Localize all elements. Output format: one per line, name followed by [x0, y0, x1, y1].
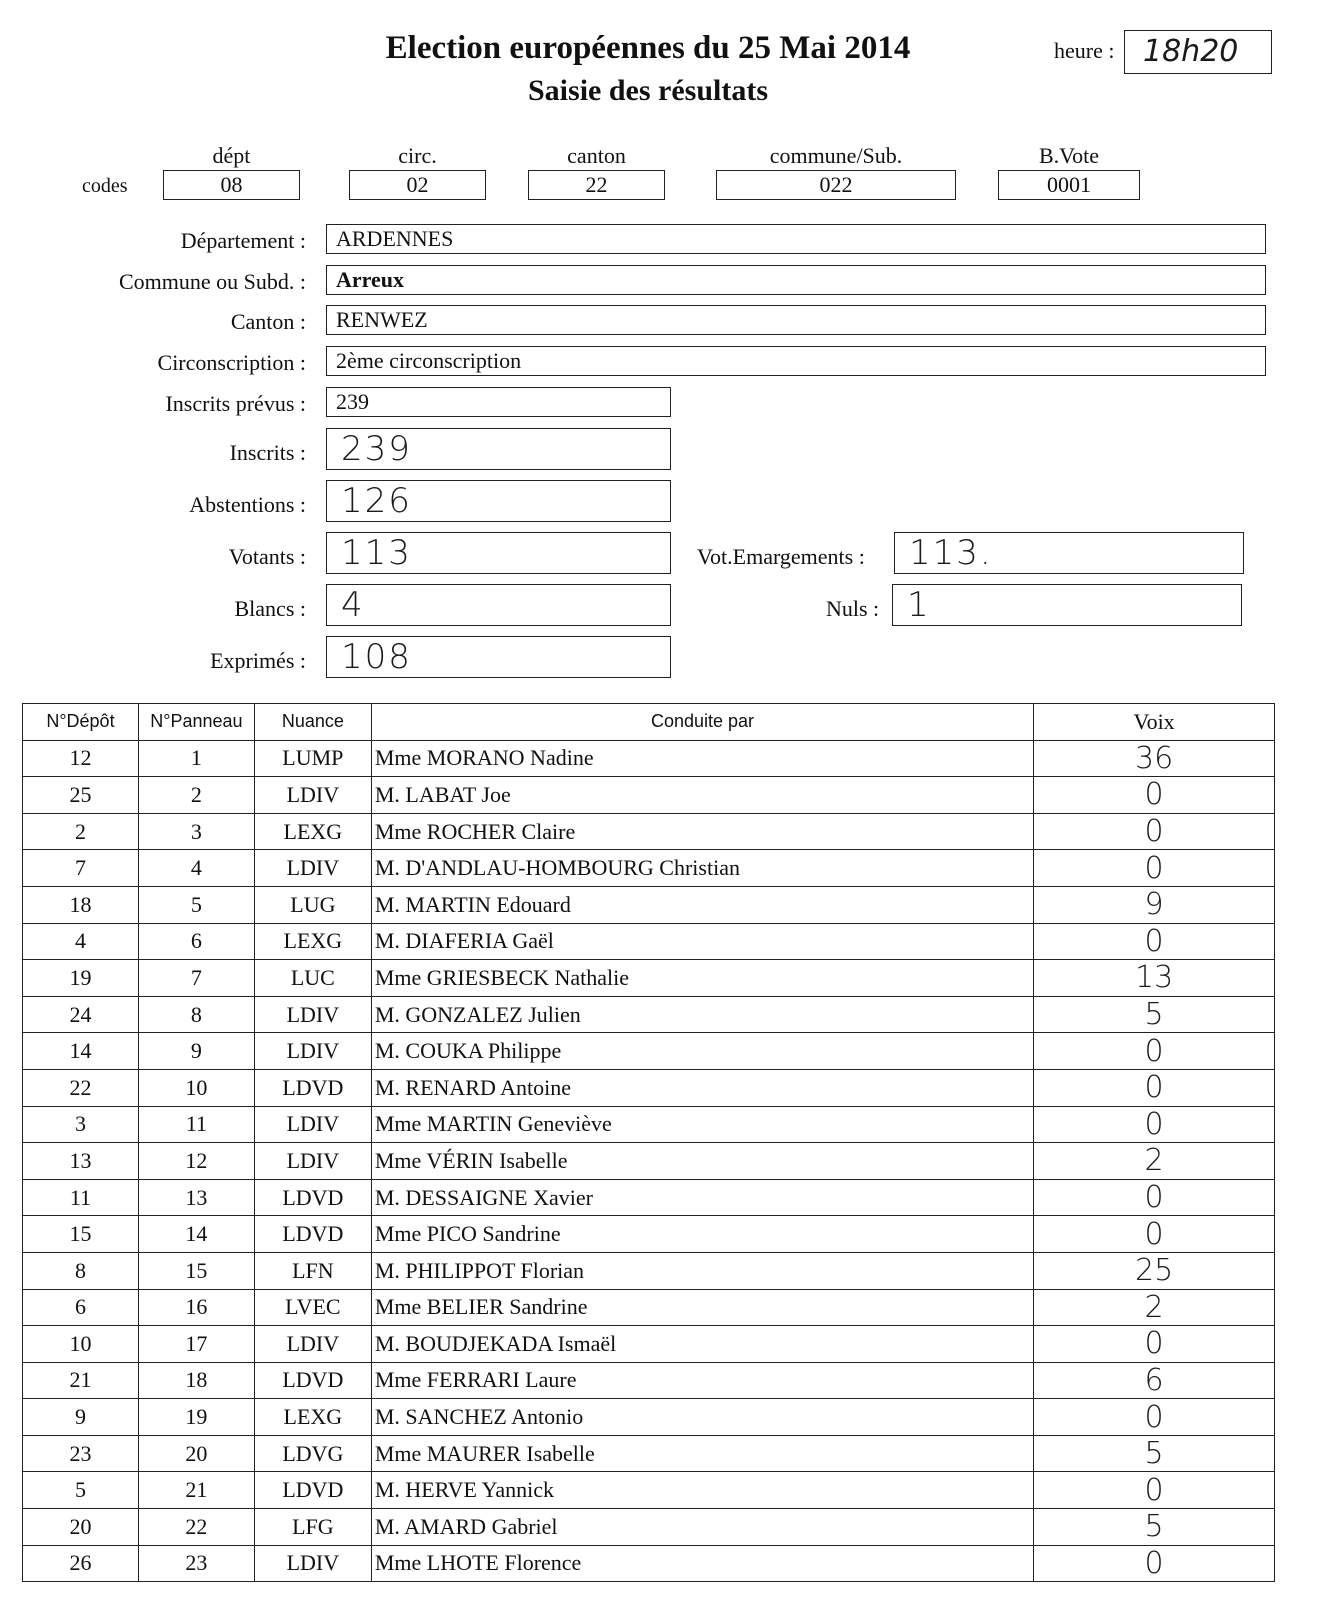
column-header-depot: N°Dépôt — [23, 704, 139, 741]
candidate-cell: M. PHILIPPOT Florian — [371, 1252, 1033, 1289]
nuance-cell: LUG — [254, 886, 371, 923]
depot-cell: 13 — [23, 1143, 139, 1180]
depot-cell: 26 — [23, 1545, 139, 1582]
commune-field[interactable]: Arreux — [326, 265, 1266, 295]
nuance-cell: LDIV — [254, 1143, 371, 1180]
depot-cell: 19 — [23, 960, 139, 997]
panneau-cell: 18 — [138, 1362, 254, 1399]
voix-cell[interactable]: 0 — [1034, 1326, 1275, 1363]
candidate-cell: Mme GRIESBECK Nathalie — [371, 960, 1033, 997]
candidate-cell: M. SANCHEZ Antonio — [371, 1399, 1033, 1436]
depot-cell: 24 — [23, 996, 139, 1033]
inscrits-field[interactable]: 239 — [326, 428, 671, 470]
voix-cell[interactable]: 0 — [1034, 1106, 1275, 1143]
blancs-field[interactable]: 4 — [326, 584, 671, 626]
panneau-cell: 9 — [138, 1033, 254, 1070]
voix-cell[interactable]: 36 — [1034, 740, 1275, 777]
column-header-nuance: Nuance — [254, 704, 371, 741]
panneau-cell: 20 — [138, 1435, 254, 1472]
voix-cell[interactable]: 0 — [1034, 1472, 1275, 1509]
table-row — [23, 850, 1275, 887]
panneau-cell: 4 — [138, 850, 254, 887]
table-row — [23, 1545, 1275, 1582]
nuance-cell: LEXG — [254, 923, 371, 960]
depot-cell: 25 — [23, 777, 139, 814]
panneau-cell: 21 — [138, 1472, 254, 1509]
depot-cell: 4 — [23, 923, 139, 960]
inscrits-prevus-field[interactable]: 239 — [326, 387, 671, 417]
nuance-cell: LDIV — [254, 1106, 371, 1143]
nuance-cell: LEXG — [254, 1399, 371, 1436]
codes-label: codes — [82, 175, 128, 197]
nuance-cell: LFN — [254, 1252, 371, 1289]
bvote-code-label: B.Vote — [1038, 143, 1100, 168]
panneau-cell: 22 — [138, 1509, 254, 1546]
panneau-cell: 5 — [138, 886, 254, 923]
panneau-cell: 14 — [138, 1216, 254, 1253]
voix-cell[interactable]: 0 — [1034, 1545, 1275, 1582]
abstentions-label: Abstentions : — [189, 492, 306, 517]
table-row — [23, 1106, 1275, 1143]
depot-cell: 21 — [23, 1362, 139, 1399]
circ-code-label: circ. — [398, 143, 437, 168]
panneau-cell: 23 — [138, 1545, 254, 1582]
abstentions-field[interactable]: 126 — [326, 480, 671, 522]
voix-cell[interactable]: 0 — [1034, 813, 1275, 850]
panneau-cell: 15 — [138, 1252, 254, 1289]
voix-cell[interactable]: 25 — [1034, 1252, 1275, 1289]
depot-cell: 22 — [23, 1069, 139, 1106]
commune-label: Commune ou Subd. : — [118, 269, 306, 294]
voix-cell[interactable]: 0 — [1034, 923, 1275, 960]
depot-cell: 15 — [23, 1216, 139, 1253]
panneau-cell: 17 — [138, 1326, 254, 1363]
table-row — [23, 813, 1275, 850]
nuance-cell: LDVD — [254, 1069, 371, 1106]
panneau-cell: 11 — [138, 1106, 254, 1143]
table-header-row — [23, 704, 1275, 741]
candidate-cell: Mme MORANO Nadine — [371, 740, 1033, 777]
voix-cell[interactable]: 13 — [1034, 960, 1275, 997]
candidate-cell: Mme FERRARI Laure — [371, 1362, 1033, 1399]
nuance-cell: LDIV — [254, 1033, 371, 1070]
candidate-cell: M. RENARD Antoine — [371, 1069, 1033, 1106]
candidate-cell: M. COUKA Philippe — [371, 1033, 1033, 1070]
dept-code-field[interactable]: 08 — [163, 170, 300, 200]
depot-cell: 6 — [23, 1289, 139, 1326]
nuance-cell: LDIV — [254, 1545, 371, 1582]
departement-label: Département : — [180, 228, 306, 253]
bvote-code-field[interactable]: 0001 — [998, 170, 1140, 200]
voix-cell[interactable]: 9 — [1034, 886, 1275, 923]
nuance-cell: LFG — [254, 1509, 371, 1546]
nuls-field[interactable]: 1 — [892, 584, 1242, 626]
voix-cell[interactable]: 0 — [1034, 1216, 1275, 1253]
voix-cell[interactable]: 5 — [1034, 996, 1275, 1033]
nuance-cell: LDIV — [254, 996, 371, 1033]
table-row — [23, 1362, 1275, 1399]
voix-cell[interactable]: 0 — [1034, 850, 1275, 887]
vot-emargements-label: Vot.Emargements : — [697, 544, 865, 569]
heure-label: heure : — [1054, 38, 1115, 63]
blancs-label: Blancs : — [234, 596, 306, 621]
table-row — [23, 1033, 1275, 1070]
nuance-cell: LDIV — [254, 777, 371, 814]
canton-field[interactable]: RENWEZ — [326, 305, 1266, 335]
exprimes-label: Exprimés : — [210, 648, 306, 673]
candidate-cell: Mme MARTIN Geneviève — [371, 1106, 1033, 1143]
depot-cell: 2 — [23, 813, 139, 850]
inscrits-label: Inscrits : — [229, 440, 306, 465]
candidate-cell: Mme ROCHER Claire — [371, 813, 1033, 850]
column-header-panneau: N°Panneau — [138, 704, 254, 741]
exprimes-field[interactable]: 108 — [326, 636, 671, 678]
candidate-cell: Mme MAURER Isabelle — [371, 1435, 1033, 1472]
candidate-cell: M. AMARD Gabriel — [371, 1509, 1033, 1546]
candidate-cell: M. DIAFERIA Gaël — [371, 923, 1033, 960]
commune-code-field[interactable]: 022 — [716, 170, 956, 200]
table-row — [23, 1399, 1275, 1436]
table-row — [23, 1252, 1275, 1289]
candidate-cell: M. D'ANDLAU-HOMBOURG Christian — [371, 850, 1033, 887]
table-row — [23, 1435, 1275, 1472]
candidate-cell: M. BOUDJEKADA Ismaël — [371, 1326, 1033, 1363]
candidate-cell: M. LABAT Joe — [371, 777, 1033, 814]
votants-label: Votants : — [228, 544, 306, 569]
nuance-cell: LDIV — [254, 1326, 371, 1363]
candidate-cell: M. GONZALEZ Julien — [371, 996, 1033, 1033]
inscrits-prevus-label: Inscrits prévus : — [165, 391, 306, 416]
nuance-cell: LDVD — [254, 1179, 371, 1216]
depot-cell: 23 — [23, 1435, 139, 1472]
panneau-cell: 19 — [138, 1399, 254, 1436]
depot-cell: 11 — [23, 1179, 139, 1216]
candidate-cell: M. DESSAIGNE Xavier — [371, 1179, 1033, 1216]
dept-code-label: dépt — [212, 143, 251, 168]
nuance-cell: LDVD — [254, 1216, 371, 1253]
voix-cell[interactable]: 0 — [1034, 1399, 1275, 1436]
heure-field[interactable]: 18h20 — [1124, 30, 1272, 74]
depot-cell: 20 — [23, 1509, 139, 1546]
depot-cell: 10 — [23, 1326, 139, 1363]
circonscription-field[interactable]: 2ème circonscription — [326, 346, 1266, 376]
canton-label: Canton : — [230, 309, 306, 334]
nuance-cell: LEXG — [254, 813, 371, 850]
voix-cell[interactable]: 0 — [1034, 1179, 1275, 1216]
table-row — [23, 1069, 1275, 1106]
table-row — [23, 996, 1275, 1033]
table-row — [23, 1179, 1275, 1216]
voix-cell[interactable]: 5 — [1034, 1435, 1275, 1472]
depot-cell: 5 — [23, 1472, 139, 1509]
voix-cell[interactable]: 5 — [1034, 1509, 1275, 1546]
table-row — [23, 1143, 1275, 1180]
voix-cell[interactable]: 2 — [1034, 1289, 1275, 1326]
nuls-label: Nuls : — [826, 596, 880, 621]
circonscription-label: Circonscription : — [157, 350, 306, 375]
table-row — [23, 960, 1275, 997]
depot-cell: 7 — [23, 850, 139, 887]
candidate-cell: M. MARTIN Edouard — [371, 886, 1033, 923]
depot-cell: 9 — [23, 1399, 139, 1436]
table-row — [23, 1216, 1275, 1253]
column-header-conduite: Conduite par — [371, 704, 1033, 741]
candidate-cell: Mme PICO Sandrine — [371, 1216, 1033, 1253]
table-row — [23, 1289, 1275, 1326]
panneau-cell: 13 — [138, 1179, 254, 1216]
canton-code-field[interactable]: 22 — [528, 170, 665, 200]
panneau-cell: 10 — [138, 1069, 254, 1106]
depot-cell: 18 — [23, 886, 139, 923]
circ-code-field[interactable]: 02 — [349, 170, 486, 200]
column-header-voix: Voix — [1034, 704, 1275, 741]
depot-cell: 12 — [23, 740, 139, 777]
panneau-cell: 16 — [138, 1289, 254, 1326]
panneau-cell: 6 — [138, 923, 254, 960]
table-row — [23, 1326, 1275, 1363]
voix-cell[interactable]: 0 — [1034, 1069, 1275, 1106]
departement-field[interactable]: ARDENNES — [326, 224, 1266, 254]
results-table — [22, 703, 1275, 1582]
nuance-cell: LUC — [254, 960, 371, 997]
nuance-cell: LUMP — [254, 740, 371, 777]
table-row — [23, 923, 1275, 960]
table-row — [23, 886, 1275, 923]
panneau-cell: 7 — [138, 960, 254, 997]
candidate-cell: Mme BELIER Sandrine — [371, 1289, 1033, 1326]
table-row — [23, 1509, 1275, 1546]
page-title: Election européennes du 25 Mai 2014 — [385, 30, 911, 66]
candidate-cell: Mme LHOTE Florence — [371, 1545, 1033, 1582]
voix-cell[interactable]: 6 — [1034, 1362, 1275, 1399]
nuance-cell: LDVD — [254, 1362, 371, 1399]
voix-cell[interactable]: 0 — [1034, 1033, 1275, 1070]
panneau-cell: 3 — [138, 813, 254, 850]
nuance-cell: LDIV — [254, 850, 371, 887]
panneau-cell: 2 — [138, 777, 254, 814]
depot-cell: 3 — [23, 1106, 139, 1143]
commune-code-label: commune/Sub. — [769, 143, 903, 168]
table-row — [23, 1472, 1275, 1509]
page-subtitle: Saisie des résultats — [528, 74, 768, 107]
vot-emargements-field[interactable]: 113. — [894, 532, 1244, 574]
table-row — [23, 777, 1275, 814]
nuance-cell: LVEC — [254, 1289, 371, 1326]
votants-field[interactable]: 113 — [326, 532, 671, 574]
depot-cell: 14 — [23, 1033, 139, 1070]
nuance-cell: LDVD — [254, 1472, 371, 1509]
voix-cell[interactable]: 0 — [1034, 777, 1275, 814]
panneau-cell: 1 — [138, 740, 254, 777]
panneau-cell: 12 — [138, 1143, 254, 1180]
table-row — [23, 740, 1275, 777]
voix-cell[interactable]: 2 — [1034, 1143, 1275, 1180]
nuance-cell: LDVG — [254, 1435, 371, 1472]
depot-cell: 8 — [23, 1252, 139, 1289]
results-body — [23, 740, 1275, 1582]
panneau-cell: 8 — [138, 996, 254, 1033]
candidate-cell: Mme VÉRIN Isabelle — [371, 1143, 1033, 1180]
canton-code-label: canton — [567, 143, 626, 168]
candidate-cell: M. HERVE Yannick — [371, 1472, 1033, 1509]
